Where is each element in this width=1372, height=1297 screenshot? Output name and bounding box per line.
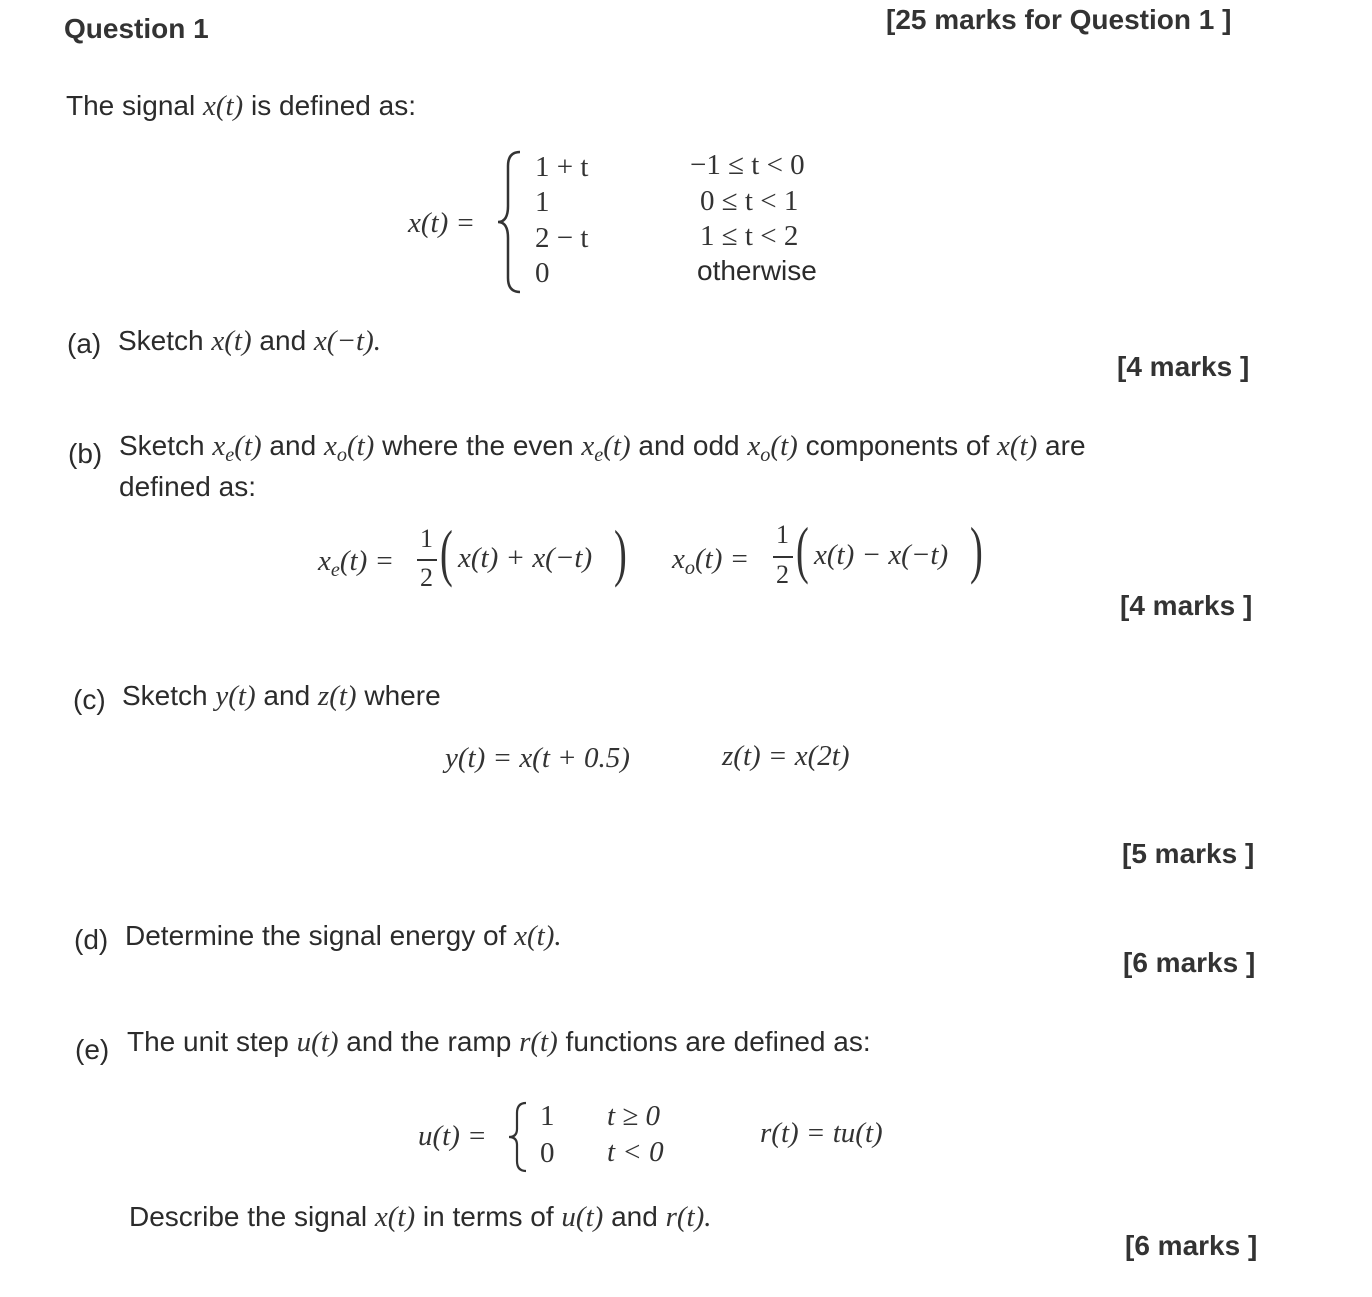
eq-odd-inner: x(t) − x(−t) (814, 539, 949, 571)
definition-lhs: x(t) = (408, 207, 476, 239)
eq-odd-sub: o (684, 557, 696, 580)
part-c-text (122, 680, 441, 713)
eq-odd-lhs (672, 543, 749, 580)
part-c-t3: where (356, 680, 441, 711)
u-case-expr-1: 0 (540, 1137, 555, 1169)
case-expr-3: 0 (535, 257, 550, 289)
eq-y: y(t) = x(t + 0.5) (445, 742, 630, 774)
eq-even-frac-num: 1 (420, 524, 433, 553)
eq-odd-frac-num: 1 (776, 520, 789, 549)
eq-even-lhs (318, 545, 394, 582)
part-c-m1: y(t) (215, 680, 256, 712)
part-a-m2: x(−t). (313, 325, 381, 357)
eq-even-lparen: ( (440, 517, 453, 588)
part-b-t4: and odd (630, 430, 748, 461)
part-b-label: (b) (68, 438, 103, 469)
part-b-m3: x (581, 430, 595, 462)
part-d-text (125, 920, 562, 953)
eq-z: z(t) = x(2t) (722, 740, 850, 772)
part-c-t1: Sketch (122, 680, 216, 711)
eq-odd-lhs-x: x (672, 543, 685, 575)
case-cond-1: 0 ≤ t < 1 (700, 185, 799, 217)
part-e-desc-m2: u(t) (561, 1201, 604, 1233)
part-e-m1: u(t) (296, 1026, 339, 1058)
eq-even-rparen: ) (614, 517, 627, 588)
part-e-t1: The unit step (127, 1026, 297, 1057)
case-expr-1: 1 (535, 186, 550, 218)
part-b-text (119, 430, 1086, 467)
eq-even-sub: e (330, 559, 340, 582)
eq-even-frac-bar (417, 559, 437, 561)
part-a-marks: [4 marks ] (1117, 351, 1250, 382)
eq-even-lhs-b: (t) = (339, 545, 395, 577)
part-c-label: (c) (73, 684, 106, 715)
part-b-m2: x (323, 430, 337, 462)
part-e-t3: functions are defined as: (557, 1026, 871, 1057)
eq-odd-rparen: ) (970, 514, 983, 585)
intro-var: x(t) (202, 90, 244, 122)
part-d-label: (d) (74, 924, 109, 955)
u-brace (506, 1100, 530, 1174)
case-cond-3: otherwise (697, 255, 817, 286)
part-b-m5: x(t) (997, 430, 1038, 462)
u-case-cond-0: t ≥ 0 (607, 1100, 660, 1132)
part-b-marks: [4 marks ] (1120, 590, 1253, 621)
part-a-m1: x(t) (211, 325, 252, 357)
eq-even-frac-den: 2 (420, 563, 433, 592)
part-a-text (118, 325, 381, 358)
part-d-m1: x(t). (514, 920, 562, 952)
part-a-label: (a) (67, 328, 102, 359)
part-e-label: (e) (75, 1034, 110, 1065)
part-b-t5: components of (797, 430, 998, 461)
part-b-m4sub: o (760, 444, 771, 467)
part-d-t1: Determine the signal energy of (125, 920, 515, 951)
case-cond-2: 1 ≤ t < 2 (700, 220, 799, 252)
eq-even-lhs-x: x (318, 545, 331, 577)
part-e-marks: [6 marks ] (1125, 1230, 1258, 1261)
part-e-desc-t2: in terms of (415, 1201, 562, 1232)
r-def: r(t) = tu(t) (760, 1117, 883, 1149)
part-b-m1b: (t) (234, 430, 262, 462)
part-a-t2: and (251, 325, 314, 356)
eq-odd-frac-bar (773, 556, 793, 558)
intro-text (66, 90, 416, 123)
eq-even-inner: x(t) + x(−t) (458, 542, 593, 574)
part-b-m3sub: e (594, 444, 604, 467)
eq-odd-lhs-b: (t) = (695, 543, 750, 575)
part-d-marks: [6 marks ] (1123, 947, 1256, 978)
part-e-desc-m3: r(t). (665, 1201, 712, 1233)
part-b-m4b: (t) (770, 430, 798, 462)
part-b-t1: Sketch (119, 430, 213, 461)
case-expr-0: 1 + t (535, 151, 589, 183)
part-c-marks: [5 marks ] (1122, 838, 1255, 869)
part-b-m1sub: e (225, 444, 235, 467)
u-lhs: u(t) = (418, 1120, 487, 1152)
part-c-m2: z(t) (317, 680, 357, 712)
eq-odd-frac-den: 2 (776, 560, 789, 589)
case-expr-2: 2 − t (535, 222, 589, 254)
case-cond-0: −1 ≤ t < 0 (690, 149, 805, 181)
part-a-t1: Sketch (118, 325, 212, 356)
part-e-t2: and the ramp (338, 1026, 520, 1057)
question-total-marks: [25 marks for Question 1 ] (886, 4, 1232, 35)
part-e-desc (129, 1201, 712, 1234)
part-b-m3b: (t) (603, 430, 631, 462)
part-e-desc-m1: x(t) (374, 1201, 416, 1233)
eq-odd-lparen: ( (796, 514, 809, 585)
part-b-m2b: (t) (346, 430, 375, 462)
part-b-t2: and (261, 430, 324, 461)
part-b-m1: x (212, 430, 226, 462)
part-e-desc-t3: and (603, 1201, 666, 1232)
part-b-m4: x (747, 430, 761, 462)
part-b-line2: defined as: (119, 471, 256, 502)
part-e-desc-t1: Describe the signal (129, 1201, 375, 1232)
question-title: Question 1 (64, 13, 209, 44)
part-e-text (127, 1026, 871, 1059)
u-case-cond-1: t < 0 (607, 1136, 664, 1168)
intro-post: is defined as: (243, 90, 416, 121)
intro-pre: The signal (66, 90, 203, 121)
part-b-m2sub: o (336, 444, 347, 467)
part-b-t6: are (1037, 430, 1086, 461)
definition-brace (496, 148, 526, 296)
u-case-expr-0: 1 (540, 1100, 555, 1132)
part-c-t2: and (255, 680, 318, 711)
part-b-t3: where the even (374, 430, 582, 461)
part-e-m2: r(t) (519, 1026, 558, 1058)
